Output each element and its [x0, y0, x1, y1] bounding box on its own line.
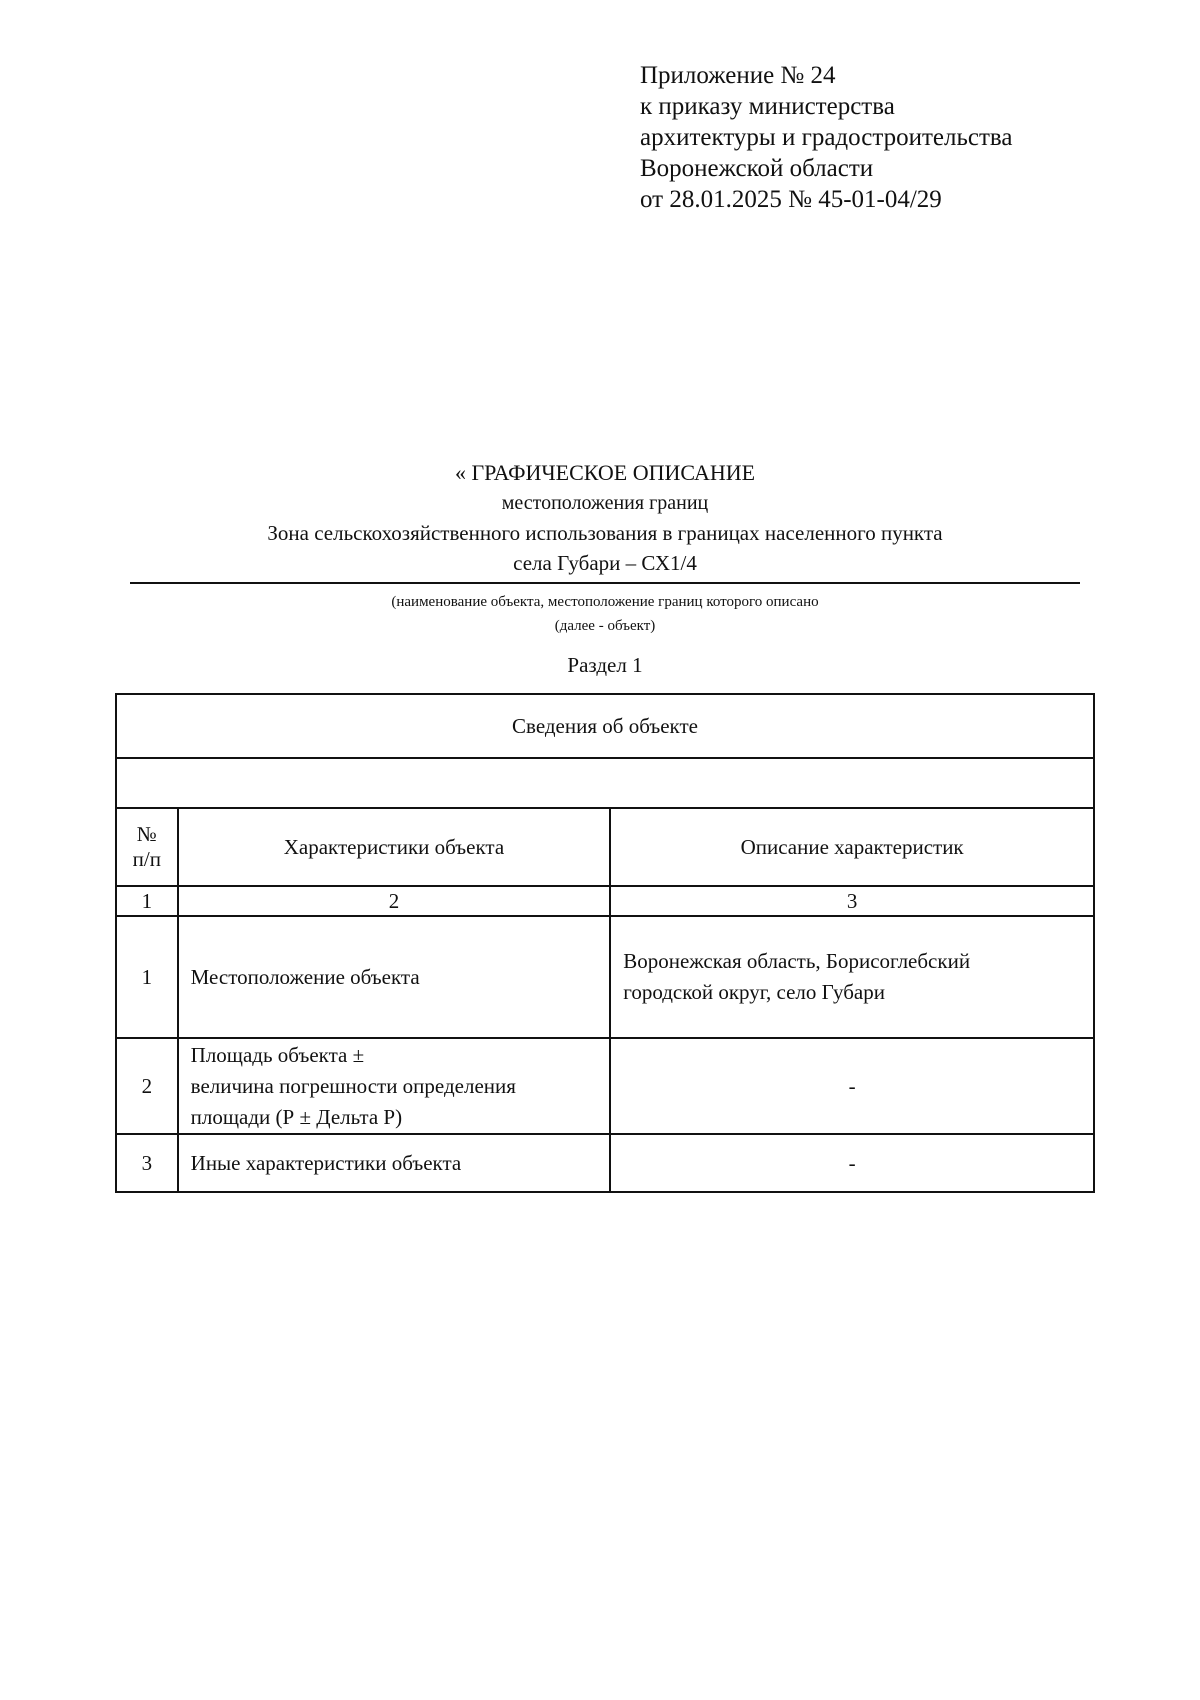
row-characteristic [178, 916, 611, 1038]
table-row [116, 1038, 1094, 1134]
section-label: Раздел 1 [567, 653, 643, 677]
table-column-number-row [116, 886, 1094, 916]
row-characteristic-line: Местоположение объекта [190, 964, 420, 989]
object-caption: (наименование объекта, местоположение границ которого описано [391, 594, 819, 610]
row-description [610, 916, 1094, 1038]
row-number: 1 [116, 916, 178, 1038]
appendix-line: к приказу министерства [640, 93, 895, 120]
appendix-line: Приложение № 24 [640, 62, 836, 89]
row-characteristic [178, 1134, 611, 1192]
object-name-line: Зона сельскохозяйственного использования в границах населенного пункта [267, 521, 943, 545]
column-number: 3 [610, 886, 1094, 916]
divider-line [130, 582, 1080, 584]
row-description [610, 1134, 1094, 1192]
table-row [116, 1134, 1094, 1192]
row-description-line: Воронежская область, Борисоглебский [623, 949, 971, 973]
table-heading-row [116, 694, 1094, 758]
object-info-table [115, 693, 1095, 1193]
column-header-description: Описание характеристик [610, 808, 1094, 886]
document-subtitle: местоположения границ [501, 492, 709, 514]
document-title: « ГРАФИЧЕСКОЕ ОПИСАНИЕ [454, 460, 756, 485]
row-characteristic-line: величина погрешности определения [190, 1073, 516, 1098]
table-row [116, 916, 1094, 1038]
row-description-line: - [848, 1073, 856, 1098]
row-number: 3 [116, 1134, 178, 1192]
row-description-line: - [848, 1150, 856, 1175]
column-number: 2 [178, 886, 611, 916]
table-empty-row [116, 758, 1094, 808]
row-characteristic-line: Иные характеристики объекта [190, 1150, 462, 1175]
row-characteristic-line: площади (Р ± Дельта Р) [190, 1104, 403, 1129]
column-number: 1 [116, 886, 178, 916]
column-header-num [116, 808, 178, 886]
object-caption: (далее - объект) [554, 618, 656, 634]
document-title-block [130, 458, 1080, 680]
column-header-characteristic: Характеристики объекта [178, 808, 611, 886]
row-description-line: городской округ, село Губари [623, 980, 885, 1004]
empty-cell [116, 758, 1094, 808]
row-characteristic-line: Площадь объекта ± [190, 1042, 365, 1067]
appendix-reference [640, 60, 1012, 215]
appendix-line: Воронежской области [640, 155, 874, 182]
row-description [610, 1038, 1094, 1134]
row-characteristic [178, 1038, 611, 1134]
column-header-num-line: п/п [132, 847, 161, 871]
table-column-header-row [116, 808, 1094, 886]
row-number: 2 [116, 1038, 178, 1134]
column-header-num-line: № [136, 822, 157, 846]
object-name-line: села Губари – СХ1/4 [513, 551, 697, 575]
appendix-line: от 28.01.2025 № 45-01-04/29 [640, 186, 942, 213]
table-heading: Сведения об объекте [116, 694, 1094, 758]
appendix-line: архитектуры и градостроительства [640, 124, 1013, 151]
